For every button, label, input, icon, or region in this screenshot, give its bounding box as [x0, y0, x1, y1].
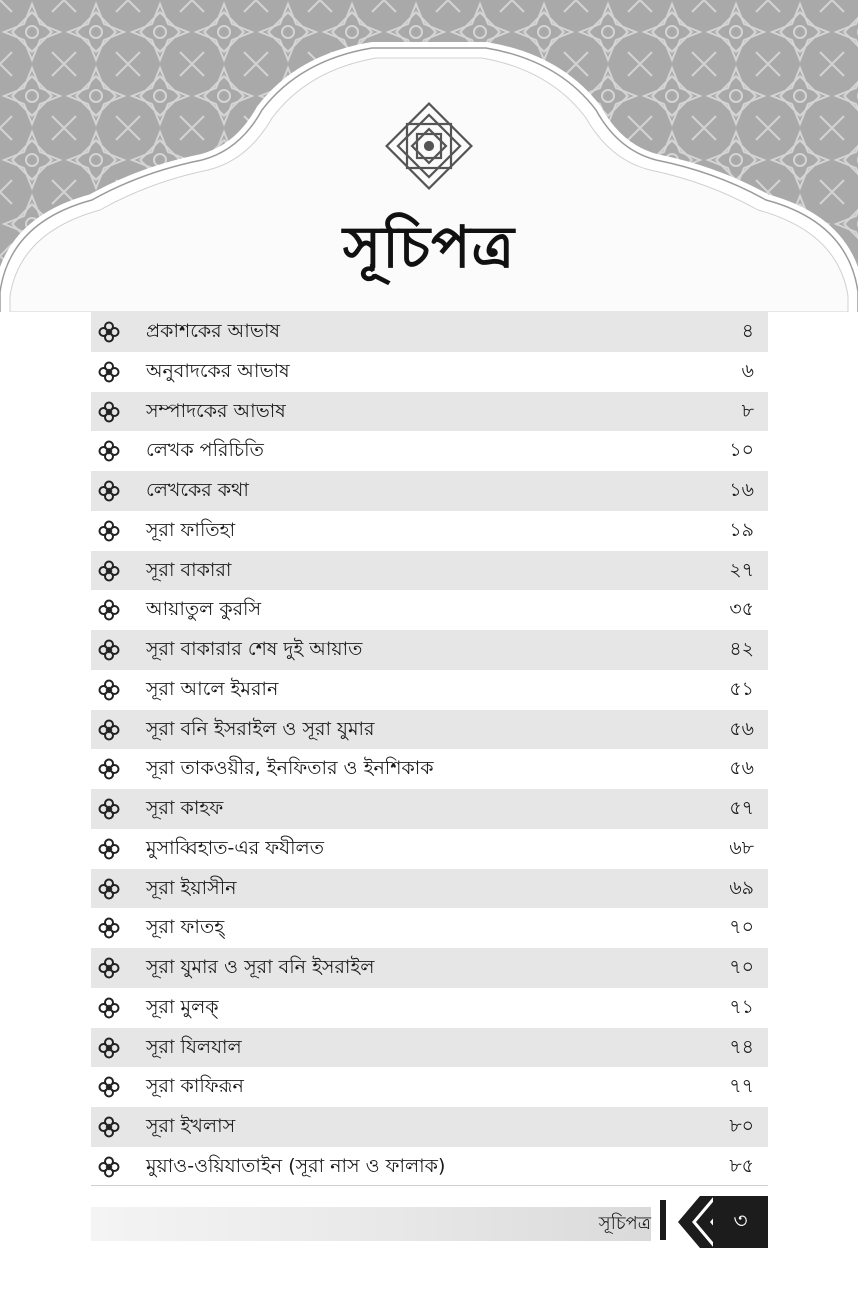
toc-entry[interactable]: [91, 590, 768, 630]
ornament-diamond-icon: [97, 400, 121, 424]
toc-entry-page: ৭৪: [729, 1035, 754, 1058]
toc-entry[interactable]: [91, 431, 768, 471]
ornament-diamond-icon: [97, 797, 121, 821]
toc-entry-page: ৮: [741, 399, 754, 422]
toc-entry-page: ৫৭: [729, 797, 754, 819]
toc-entry-page: ৬৮: [729, 836, 754, 859]
toc-entry-page: ২৭: [729, 558, 754, 581]
toc-entry-page: ৫১: [729, 677, 754, 700]
toc-entry-title: সূরা মুলক্: [146, 995, 219, 1018]
toc-entry-page: ৭০: [729, 956, 754, 978]
ornament-diamond-icon: [97, 877, 121, 901]
toc-entry[interactable]: [91, 1107, 768, 1147]
ornament-diamond-icon: [97, 1115, 121, 1139]
toc-entry-title: আয়াতুল কুরসি: [146, 598, 262, 621]
toc-entry-title: লেখকের কথা: [146, 479, 249, 501]
toc-entry[interactable]: [91, 1147, 768, 1187]
ornament-diamond-icon: [97, 439, 121, 463]
ornament-diamond-icon: [97, 638, 121, 662]
toc-entry-title: সূরা বাকারার শেষ দুই আয়াত: [146, 638, 363, 660]
toc-entry-page: ৭১: [729, 995, 754, 1018]
toc-entry-page: ৪২: [729, 638, 754, 660]
toc-entry[interactable]: [91, 710, 768, 750]
toc-entry-page: ৪: [741, 320, 754, 342]
toc-entry-title: সূরা কাহফ: [146, 797, 224, 819]
ornament-diamond-icon: [97, 598, 121, 622]
toc-entry[interactable]: [91, 1067, 768, 1107]
toc-entry[interactable]: [91, 630, 768, 670]
toc-entry[interactable]: [91, 908, 768, 948]
toc-entry-page: ৫৬: [729, 757, 754, 780]
table-of-contents: [91, 312, 768, 1187]
page-title: সূচিপত্র: [342, 213, 516, 281]
footer-band: [91, 1207, 651, 1241]
toc-entry[interactable]: [91, 551, 768, 591]
toc-entry-title: সূরা বনি ইসরাইল ও সূরা যুমার: [146, 717, 375, 740]
ornament-diamond-icon: [97, 320, 121, 344]
ornament-diamond-icon: [97, 519, 121, 543]
ornament-diamond-icon: [97, 678, 121, 702]
toc-entry[interactable]: [91, 392, 768, 432]
toc-entry-title: সম্পাদকের আভাষ: [146, 399, 286, 422]
toc-entry-title: সূরা যুমার ও সূরা বনি ইসরাইল: [146, 956, 375, 978]
toc-entry-page: ৭০: [729, 916, 754, 939]
toc-entry-title: মুসাব্বিহাত-এর ফযীলত: [146, 836, 324, 859]
toc-entry-page: ৬: [741, 359, 754, 382]
toc-entry-page: ১৬: [729, 479, 754, 501]
toc-entry-title: সূরা ইখলাস: [146, 1115, 236, 1137]
toc-entry-title: সূরা ইয়াসীন: [146, 876, 237, 899]
toc-entry-title: সূরা ফাতহ্: [146, 916, 225, 939]
toc-entry[interactable]: [91, 988, 768, 1028]
footer-section-label: সূচিপত্র: [598, 1213, 651, 1234]
footer-separator: [660, 1200, 666, 1240]
toc-entry-page: ৮৫: [729, 1154, 754, 1177]
ornament-diamond-icon: [97, 559, 121, 583]
toc-entry-title: লেখক পরিচিতি: [146, 439, 264, 462]
toc-entry-title: প্রকাশকের আভাষ: [146, 320, 280, 342]
ornament-diamond-icon: [97, 1155, 121, 1179]
toc-entry[interactable]: [91, 829, 768, 869]
toc-entry[interactable]: [91, 749, 768, 789]
toc-entry-title: মুয়াও-ওয়িযাতাইন (সূরা নাস ও ফালাক): [146, 1154, 446, 1177]
toc-entry-page: ৭৭: [729, 1075, 754, 1098]
toc-entry[interactable]: [91, 471, 768, 511]
toc-entry-page: ৬৯: [729, 876, 754, 899]
ornament-diamond-icon: [97, 1075, 121, 1099]
toc-entry-title: সূরা কাফিরূন: [146, 1075, 244, 1098]
toc-entry-title: সূরা যিলযাল: [146, 1035, 242, 1058]
ornament-diamond-icon: [97, 837, 121, 861]
toc-entry[interactable]: [91, 670, 768, 710]
toc-divider: [91, 1185, 768, 1186]
toc-entry[interactable]: [91, 948, 768, 988]
toc-entry-title: সূরা ফাতিহা: [146, 518, 236, 541]
toc-entry-title: অনুবাদকের আভাষ: [146, 359, 290, 382]
ornament-diamond-icon: [97, 1036, 121, 1060]
toc-entry[interactable]: [91, 789, 768, 829]
ornament-diamond-icon: [97, 916, 121, 940]
toc-entry-page: ১৯: [729, 518, 754, 541]
toc-entry-page: ১০: [729, 439, 754, 462]
toc-entry[interactable]: [91, 869, 768, 909]
page-number: ৩: [713, 1196, 768, 1248]
toc-entry-page: ৩৫: [729, 598, 754, 621]
toc-entry-page: ৮০: [729, 1115, 754, 1137]
ornament-diamond-icon: [97, 956, 121, 980]
toc-entry[interactable]: [91, 1028, 768, 1068]
toc-entry-title: সূরা বাকারা: [146, 558, 232, 581]
toc-entry-page: ৫৬: [729, 717, 754, 740]
toc-entry-title: সূরা আলে ইমরান: [146, 677, 279, 700]
ornament-diamond-icon: [97, 996, 121, 1020]
ornament-diamond-icon: [97, 718, 121, 742]
toc-entry[interactable]: [91, 352, 768, 392]
toc-entry[interactable]: [91, 511, 768, 551]
ornament-diamond-icon: [97, 479, 121, 503]
toc-entry-title: সূরা তাকওয়ীর, ইনফিতার ও ইনশিকাক: [146, 757, 434, 780]
ornament-diamond-icon: [97, 757, 121, 781]
toc-entry[interactable]: [91, 312, 768, 352]
ornament-diamond-icon: [97, 360, 121, 384]
